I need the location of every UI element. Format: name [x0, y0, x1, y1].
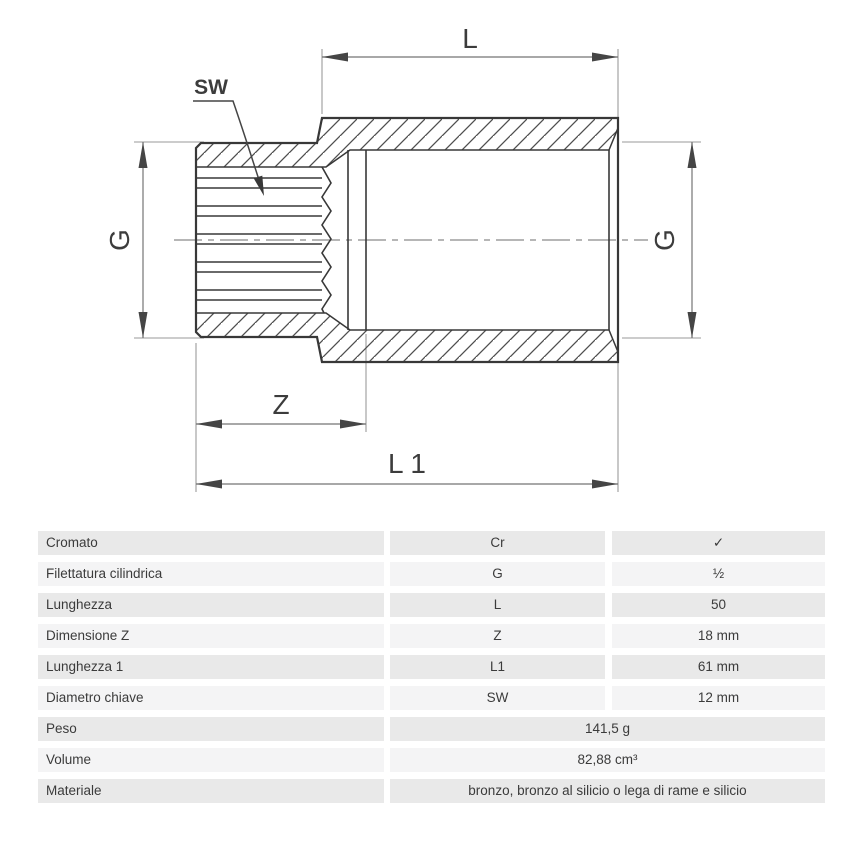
spec-value: 61 mm	[612, 655, 825, 679]
spec-table	[38, 531, 825, 810]
dim-label-l: L	[462, 23, 478, 54]
spec-label: Peso	[38, 717, 384, 741]
table-row	[38, 779, 825, 803]
spec-value: 50	[612, 593, 825, 617]
dim-label-l1: L 1	[388, 448, 426, 479]
spec-label: Materiale	[38, 779, 384, 803]
dimension-l	[322, 23, 618, 62]
table-row	[38, 593, 825, 617]
table-row	[38, 655, 825, 679]
spec-label: Lunghezza 1	[38, 655, 384, 679]
arrow-right-icon	[592, 53, 618, 62]
spec-value: ½	[612, 562, 825, 586]
dimension-g-left	[104, 142, 148, 338]
spec-label: Cromato	[38, 531, 384, 555]
spec-symbol: G	[390, 562, 605, 586]
table-row	[38, 562, 825, 586]
table-row	[38, 531, 825, 555]
spec-value: 141,5 g	[390, 717, 825, 741]
table-row	[38, 686, 825, 710]
thread-lines	[196, 178, 322, 300]
arrow-left-icon	[196, 420, 222, 429]
spec-symbol: Cr	[390, 531, 605, 555]
spec-label: Dimensione Z	[38, 624, 384, 648]
spec-symbol: L	[390, 593, 605, 617]
spec-value: 82,88 cm³	[390, 748, 825, 772]
dim-label-g-left: G	[104, 229, 135, 251]
spec-label: Diametro chiave	[38, 686, 384, 710]
dim-label-sw: SW	[194, 76, 228, 99]
spec-value: ✓	[612, 531, 825, 555]
dimension-g-right	[649, 142, 697, 338]
spec-symbol: SW	[390, 686, 605, 710]
table-row	[38, 717, 825, 741]
arrow-down-icon	[688, 312, 697, 338]
arrow-right-icon	[340, 420, 366, 429]
dim-label-g-right: G	[649, 229, 680, 251]
arrow-up-icon	[139, 142, 148, 168]
arrow-up-icon	[688, 142, 697, 168]
table-row	[38, 624, 825, 648]
table-row	[38, 748, 825, 772]
spec-label: Volume	[38, 748, 384, 772]
dim-label-z: Z	[272, 389, 290, 420]
spec-label: Filettatura cilindrica	[38, 562, 384, 586]
dimension-l1	[196, 448, 618, 489]
arrow-left-icon	[196, 480, 222, 489]
spec-label: Lunghezza	[38, 593, 384, 617]
spec-value: 12 mm	[612, 686, 825, 710]
leader-arrow-icon	[254, 176, 264, 196]
arrow-down-icon	[139, 312, 148, 338]
spec-symbol: L1	[390, 655, 605, 679]
arrow-right-icon	[592, 480, 618, 489]
dimension-z	[196, 389, 366, 429]
spec-value: bronzo, bronzo al silicio o lega di rame e silicio	[390, 779, 825, 803]
spec-symbol: Z	[390, 624, 605, 648]
spec-value: 18 mm	[612, 624, 825, 648]
arrow-left-icon	[322, 53, 348, 62]
